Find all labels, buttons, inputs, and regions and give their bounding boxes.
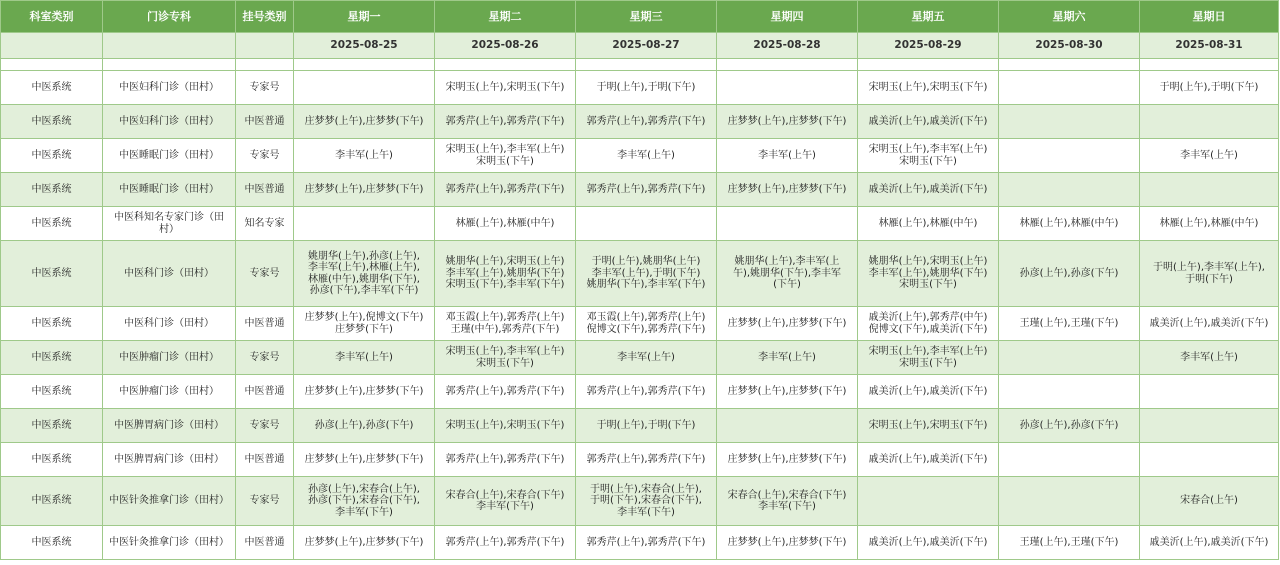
schedule-cell: 宋明玉(上午),宋明玉(下午) [858, 71, 999, 105]
clinic-cell: 中医脾胃病门诊（田村） [103, 443, 236, 477]
dept-cell: 中医系统 [1, 241, 103, 307]
schedule-cell: 林雁(上午),林雁(中午) [1140, 207, 1279, 241]
header-cell: 星期二 [435, 1, 576, 33]
schedule-cell: 宋明玉(上午),李丰军(上午) 宋明玉(下午) [858, 139, 999, 173]
table-row [1, 409, 1279, 443]
schedule-cell: 宋明玉(上午),宋明玉(下午) [435, 71, 576, 105]
schedule-cell: 庄梦梦(上午),庄梦梦(下午) [294, 375, 435, 409]
registration-type-cell: 中医普通 [236, 173, 294, 207]
registration-type-cell: 专家号 [236, 241, 294, 307]
header-cell: 星期五 [858, 1, 999, 33]
registration-type-cell: 专家号 [236, 139, 294, 173]
dept-cell: 中医系统 [1, 409, 103, 443]
table-row [1, 241, 1279, 307]
clinic-cell: 中医科门诊（田村） [103, 307, 236, 341]
schedule-cell [1140, 105, 1279, 139]
date-cell: 2025-08-27 [576, 33, 717, 59]
schedule-cell: 庄梦梦(上午),庄梦梦(下午) [717, 526, 858, 560]
schedule-cell: 于明(上午),姚朋华(上午) 李丰军(上午),于明(下午) 姚朋华(下午),李丰军(下午) [576, 241, 717, 307]
dept-cell: 中医系统 [1, 341, 103, 375]
table-row [1, 207, 1279, 241]
schedule-cell: 李丰军(上午) [294, 341, 435, 375]
clinic-cell: 中医针灸推拿门诊（田村） [103, 477, 236, 526]
date-cell: 2025-08-31 [1140, 33, 1279, 59]
schedule-cell: 郭秀芹(上午),郭秀芹(下午) [576, 375, 717, 409]
schedule-cell: 庄梦梦(上午),庄梦梦(下午) [294, 443, 435, 477]
date-cell [236, 33, 294, 59]
schedule-cell: 庄梦梦(上午),倪博文(下午) 庄梦梦(下午) [294, 307, 435, 341]
date-cell: 2025-08-30 [999, 33, 1140, 59]
registration-type-cell: 中医普通 [236, 307, 294, 341]
schedule-cell [999, 105, 1140, 139]
dept-cell: 中医系统 [1, 526, 103, 560]
header-cell: 挂号类别 [236, 1, 294, 33]
schedule-cell: 孙彦(上午),孙彦(下午) [999, 409, 1140, 443]
schedule-cell [999, 139, 1140, 173]
clinic-cell: 中医妇科门诊（田村） [103, 71, 236, 105]
schedule-cell: 庄梦梦(上午),庄梦梦(下午) [294, 105, 435, 139]
schedule-cell: 郭秀芹(上午),郭秀芹(下午) [576, 105, 717, 139]
schedule-cell [717, 207, 858, 241]
dept-cell: 中医系统 [1, 71, 103, 105]
schedule-cell: 庄梦梦(上午),庄梦梦(下午) [294, 526, 435, 560]
schedule-cell: 李丰军(上午) [717, 139, 858, 173]
dept-cell: 中医系统 [1, 105, 103, 139]
header-cell: 星期日 [1140, 1, 1279, 33]
schedule-cell: 宋明玉(上午),李丰军(上午) 宋明玉(下午) [435, 341, 576, 375]
dept-cell: 中医系统 [1, 477, 103, 526]
schedule-cell: 戚美沂(上午),戚美沂(下午) [1140, 526, 1279, 560]
registration-type-cell: 专家号 [236, 341, 294, 375]
dept-cell: 中医系统 [1, 173, 103, 207]
schedule-cell: 庄梦梦(上午),庄梦梦(下午) [717, 173, 858, 207]
header-cell: 科室类别 [1, 1, 103, 33]
schedule-cell: 郭秀芹(上午),郭秀芹(下午) [576, 173, 717, 207]
table-row [1, 341, 1279, 375]
registration-type-cell: 专家号 [236, 71, 294, 105]
registration-type-cell: 知名专家 [236, 207, 294, 241]
header-row [1, 1, 1279, 33]
schedule-cell [294, 207, 435, 241]
clinic-cell: 中医肿瘤门诊（田村） [103, 375, 236, 409]
schedule-cell: 戚美沂(上午),戚美沂(下午) [858, 443, 999, 477]
header-cell: 星期四 [717, 1, 858, 33]
date-cell: 2025-08-28 [717, 33, 858, 59]
schedule-cell: 王瑾(上午),王瑾(下午) [999, 307, 1140, 341]
schedule-cell: 李丰军(上午) [1140, 341, 1279, 375]
schedule-cell: 郭秀芹(上午),郭秀芹(下午) [435, 105, 576, 139]
registration-type-cell: 中医普通 [236, 443, 294, 477]
schedule-cell: 戚美沂(上午),戚美沂(下午) [1140, 307, 1279, 341]
dept-cell: 中医系统 [1, 307, 103, 341]
table-row [1, 71, 1279, 105]
schedule-cell: 郭秀芹(上午),郭秀芹(下午) [576, 443, 717, 477]
dept-cell: 中医系统 [1, 375, 103, 409]
header-cell: 星期六 [999, 1, 1140, 33]
table-row [1, 173, 1279, 207]
clinic-cell: 中医针灸推拿门诊（田村） [103, 526, 236, 560]
schedule-cell: 孙彦(上午),宋春合(上午), 孙彦(下午),宋春合(下午), 李丰军(下午) [294, 477, 435, 526]
schedule-cell [717, 409, 858, 443]
registration-type-cell: 中医普通 [236, 526, 294, 560]
schedule-cell: 庄梦梦(上午),庄梦梦(下午) [717, 443, 858, 477]
schedule-cell [1140, 409, 1279, 443]
schedule-cell: 于明(上午),于明(下午) [576, 71, 717, 105]
schedule-cell: 宋春合(上午) [1140, 477, 1279, 526]
schedule-body [1, 71, 1279, 560]
clinic-cell: 中医科门诊（田村） [103, 241, 236, 307]
date-cell: 2025-08-25 [294, 33, 435, 59]
schedule-cell: 于明(上午),李丰军(上午), 于明(下午) [1140, 241, 1279, 307]
schedule-cell [1140, 375, 1279, 409]
table-row [1, 307, 1279, 341]
schedule-cell: 宋春合(上午),宋春合(下午) 李丰军(下午) [435, 477, 576, 526]
clinic-cell: 中医科知名专家门诊（田 村） [103, 207, 236, 241]
schedule-cell: 郭秀芹(上午),郭秀芹(下午) [435, 173, 576, 207]
schedule-cell: 于明(上午),宋春合(上午), 于明(下午),宋春合(下午), 李丰军(下午) [576, 477, 717, 526]
date-cell [1, 33, 103, 59]
schedule-cell [999, 173, 1140, 207]
clinic-cell: 中医妇科门诊（田村） [103, 105, 236, 139]
date-cell: 2025-08-26 [435, 33, 576, 59]
date-cell: 2025-08-29 [858, 33, 999, 59]
schedule-cell [717, 71, 858, 105]
schedule-cell: 姚朋华(上午),孙彦(上午), 李丰军(上午),林雁(上午), 林雁(中午),姚朋华(下午), 孙彦(下午),李丰军(下午) [294, 241, 435, 307]
header-cell: 门诊专科 [103, 1, 236, 33]
clinic-cell: 中医脾胃病门诊（田村） [103, 409, 236, 443]
spacer-row [1, 59, 1279, 71]
schedule-cell: 庄梦梦(上午),庄梦梦(下午) [717, 105, 858, 139]
schedule-cell: 于明(上午),于明(下午) [576, 409, 717, 443]
schedule-cell: 宋春合(上午),宋春合(下午) 李丰军(下午) [717, 477, 858, 526]
schedule-cell [999, 341, 1140, 375]
schedule-cell [576, 207, 717, 241]
date-cell [103, 33, 236, 59]
clinic-cell: 中医肿瘤门诊（田村） [103, 341, 236, 375]
schedule-cell: 孙彦(上午),孙彦(下午) [999, 241, 1140, 307]
schedule-cell: 林雁(上午),林雁(中午) [858, 207, 999, 241]
schedule-cell: 宋明玉(上午),李丰军(上午) 宋明玉(下午) [435, 139, 576, 173]
schedule-cell: 郭秀芹(上午),郭秀芹(下午) [435, 443, 576, 477]
table-row [1, 477, 1279, 526]
dept-cell: 中医系统 [1, 139, 103, 173]
schedule-cell [294, 71, 435, 105]
schedule-cell: 戚美沂(上午),郭秀芹(中午) 倪博文(下午),戚美沂(下午) [858, 307, 999, 341]
schedule-cell: 庄梦梦(上午),庄梦梦(下午) [717, 375, 858, 409]
schedule-cell: 郭秀芹(上午),郭秀芹(下午) [435, 375, 576, 409]
schedule-cell [999, 375, 1140, 409]
schedule-cell: 邓玉霞(上午),郭秀芹(上午) 倪博文(下午),郭秀芹(下午) [576, 307, 717, 341]
schedule-cell [1140, 443, 1279, 477]
schedule-cell: 李丰军(上午) [576, 341, 717, 375]
schedule-cell: 庄梦梦(上午),庄梦梦(下午) [717, 307, 858, 341]
schedule-cell [999, 71, 1140, 105]
schedule-cell: 林雁(上午),林雁(中午) [999, 207, 1140, 241]
schedule-cell: 邓玉霞(上午),郭秀芹(上午) 王瑾(中午),郭秀芹(下午) [435, 307, 576, 341]
schedule-cell: 于明(上午),于明(下午) [1140, 71, 1279, 105]
clinic-cell: 中医睡眠门诊（田村） [103, 139, 236, 173]
schedule-cell: 李丰军(上午) [294, 139, 435, 173]
schedule-cell: 王瑾(上午),王瑾(下午) [999, 526, 1140, 560]
schedule-cell [1140, 173, 1279, 207]
header-cell: 星期三 [576, 1, 717, 33]
header-cell: 星期一 [294, 1, 435, 33]
schedule-cell: 宋明玉(上午),宋明玉(下午) [858, 409, 999, 443]
registration-type-cell: 专家号 [236, 477, 294, 526]
schedule-cell: 李丰军(上午) [576, 139, 717, 173]
schedule-cell: 戚美沂(上午),戚美沂(下午) [858, 526, 999, 560]
schedule-cell: 姚朋华(上午),李丰军(上 午),姚朋华(下午),李丰军 (下午) [717, 241, 858, 307]
clinic-cell: 中医睡眠门诊（田村） [103, 173, 236, 207]
schedule-cell: 姚朋华(上午),宋明玉(上午) 李丰军(上午),姚朋华(下午) 宋明玉(下午) [858, 241, 999, 307]
schedule-cell: 戚美沂(上午),戚美沂(下午) [858, 375, 999, 409]
registration-type-cell: 中医普通 [236, 375, 294, 409]
schedule-cell: 姚朋华(上午),宋明玉(上午) 李丰军(上午),姚朋华(下午) 宋明玉(下午),李丰军(下午) [435, 241, 576, 307]
table-row [1, 526, 1279, 560]
schedule-cell: 戚美沂(上午),戚美沂(下午) [858, 105, 999, 139]
table-row [1, 139, 1279, 173]
registration-type-cell: 专家号 [236, 409, 294, 443]
schedule-cell [999, 477, 1140, 526]
schedule-cell: 孙彦(上午),孙彦(下午) [294, 409, 435, 443]
date-row [1, 33, 1279, 59]
registration-type-cell: 中医普通 [236, 105, 294, 139]
schedule-cell: 郭秀芹(上午),郭秀芹(下午) [435, 526, 576, 560]
table-row [1, 375, 1279, 409]
schedule-cell: 郭秀芹(上午),郭秀芹(下午) [576, 526, 717, 560]
schedule-cell: 宋明玉(上午),宋明玉(下午) [435, 409, 576, 443]
schedule-cell: 李丰军(上午) [717, 341, 858, 375]
dept-cell: 中医系统 [1, 207, 103, 241]
table-row [1, 105, 1279, 139]
schedule-cell [999, 443, 1140, 477]
schedule-cell: 庄梦梦(上午),庄梦梦(下午) [294, 173, 435, 207]
schedule-cell: 李丰军(上午) [1140, 139, 1279, 173]
schedule-cell: 宋明玉(上午),李丰军(上午) 宋明玉(下午) [858, 341, 999, 375]
table-row [1, 443, 1279, 477]
dept-cell: 中医系统 [1, 443, 103, 477]
schedule-cell: 戚美沂(上午),戚美沂(下午) [858, 173, 999, 207]
schedule-cell [858, 477, 999, 526]
schedule-cell: 林雁(上午),林雁(中午) [435, 207, 576, 241]
